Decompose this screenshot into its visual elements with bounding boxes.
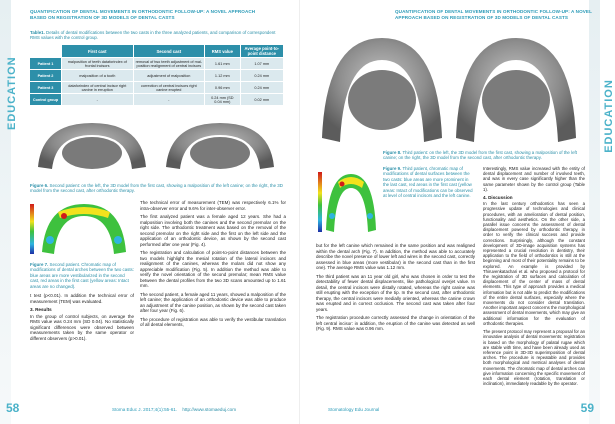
right-column-text [483,166,585,389]
table-cell: Patient 1 [30,58,61,69]
figure-6-text: Second patient: on the left, the 3D model from the first cast, showing a malposition of the left canine; on the right, the 3D model from the second cast, after orthodontic therapy. [30,183,283,194]
footer-citation-text: Stoma Educ J. 2017;4(1):55-61. [112,407,178,412]
paragraph: The procedure of registration was able to verify the vestibular translation of all dental elements, [140,316,286,327]
section-heading-results: 3. Results [30,307,52,312]
paragraph: The third patient was an 11 year old girl, who was chosen in order to test the detectability of fewer dental displacements, like pathological overjet value. In detail, the central incisors were distally rotated, whereas the right canine was still erupting with the exception of the tip. In the second cast, after orthodontic therapy, the central incisors were medially oriented, whereas the canine crown was erupted and in correct occlusion. The second cast was taken after four years. [316,273,475,312]
table-cell: Patient 2 [30,70,61,81]
table-cell: 1.12 mm [205,70,240,81]
table-caption-text: Details of dental modifications between the two casts in the three analyzed patients, and comparison of correspondent RMS values with the control group. [30,30,276,41]
figure-7-text: Second patient. Chromatic map of modifications of dental arches between the two casts: blue areas are more vestibularized in the second cast, red areas in the first cast (yellow areas: Intact areas are no changed). [30,262,134,289]
paragraph: t test (p<0.01). In addition the technical error of measurement (TEM) was evaluated. [30,293,134,304]
table-cell: removal of two teeth adjustment of mal-position realignment of central incisors [134,58,205,69]
paragraph: The technical error of measurement (TEM) was respectively 6.1% for intra-observer error and 9.6% for inter-observer error. [140,200,286,211]
table-header: Average point-to-point distance [241,45,283,57]
table-header: First cast [62,45,133,57]
results-table [29,44,284,106]
footer-journal: Stomatology Edu Journal [328,407,380,412]
table-cell: 0.96 mm [205,82,240,93]
table-row [30,70,283,81]
table-cell: 0.24 mm [241,82,283,93]
table-cell: 0.02 mm [241,94,283,105]
figure-8-label: Figure 8. [383,150,402,155]
section-heading-discussion: 4. Discussion [483,195,513,201]
page-number: 59 [580,401,594,415]
table-cell: - [134,94,205,105]
paragraph: In the last century orthodontics has seen a progressive update of technologies and clinical procedures, with an amelioration of dental position, functionality and aesthetics. On the other side, a parallel issue concerns the assessment of dental displacement powered by orthodontic therapy, in order to verify the clinical success and provide corrections. Surprisingly, although the constant development of 3D-image acquisition systems has represented a crucial revolution in dentistry, their application to the field of orthodontics is still at the beginning and most of their potentiality remains to be explored. An example is provided by Thiruvenkatachari et al. who proposed a protocol for the registration of 3D surfaces and calculation of displacement of the center of mass of dental elements. This type of approach provides a medical information but is not able to predict the modifications of the entire dental surfaces, especially where the movements do not consider dental translation. Another important aspect concerns the morphological assessment of dental movements, which may give an additional information for the evaluation of orthodontic therapies. [483,201,585,326]
table-cell: adjustment of malposition [134,70,205,81]
figure-8-caption [383,150,583,161]
color-scale-bar [318,172,322,232]
figure-7-chromatic-map [28,200,128,258]
table-cell: dataforindex of central incisor right canine in erruption [62,82,133,93]
table-cell: 0.24 mm [241,70,283,81]
table-row [30,94,283,105]
table-header: RMS value [205,45,240,57]
sidebar-label: EDUCATION [6,56,18,130]
paragraph: The present protocol may represent a proposal for an innovative analysis of dental movements: registration is based on the morphology of palatal rugae which are stable with time, and have been already used as reference point in 3D-3D superimposition of dental arches. The procedure is repeatable and provides both morphological and metrical analyses of dental movements. The chromatic map of dental arches can give information concerning the specific movement of each dental element (rotation, translation or inclination), immediately readable by the operator. [483,329,585,387]
right-page [300,0,615,424]
figure-8-text: Third patient: on the left, the 3D model from the first cast, showing a malposition of the left canine; on the right, the 3D model from the second cast, after orthodontic therapy. [383,150,577,161]
left-column-text [30,293,134,344]
right-sidebar [589,0,615,424]
table-cell: 0.24 mm (SD 0.04 mm) [205,94,240,105]
table-caption [30,30,280,41]
figure-6-models [28,117,284,179]
right-column-text [140,200,286,331]
table-cell: - [62,94,133,105]
paragraph: The registration and calculation of point-to-point distances between the two models highlight the mesial rotation of the lateral incisors and realignment of the canines, whereas the molars did not show any appreciable modification (Fig. 5). In addition the method was able to verify the novel orientation of the second premolar; mean RMS value between the dental profiles from the two 3D scans amounted up to 1.61 mm. [140,250,286,288]
running-head: QUANTIFICATION OF DENTAL MOVEMENTS IN ORTHODONTIC FOLLOW-UP: A NOVEL APPROACH BASED ON REGISTRATION OF 3D MODELS OF DENTAL CASTS [395,9,592,20]
figure-8-models [316,30,584,148]
figure-6-caption [30,183,285,194]
paragraph: The registration procedure correctly assessed the change in orientation of the left central incisor: in addition, the eruption of the canine was detected as well (Fig. 9). RMS value was 0.96 mm. [316,315,475,331]
table-cell: malposition of teeth dataforindex of frontal incisors [62,58,133,69]
table-caption-label: Table1. [30,30,45,35]
table-cell: malposition of a tooth [62,70,133,81]
paragraph: The second patient, a female aged 11 years, showed a malposition of the left canine; the application of an orthodontic device was able to produce an adjustment of the canine position, as shown by the second cast taken after four year (Fig. 6). [140,291,286,313]
page-number: 58 [6,401,20,415]
paragraph: In the group of control subjects, on average the RMS value was 0.24 mm (SD 0.04). No statistically significant differences were observed between measurements taken by the same operator or different observers (p>0.01). [30,313,134,341]
footer-url[interactable]: http://www.stomaeduj.com [182,407,237,412]
paragraph: but for the left canine which remained in the same position and was realigned within the dental arch (Fig. 7). In addition, the method was able to accurately describe the novel presence of lower left and wires in the second cast, correctly assessed in blue areas (more vestibular) in the second cast than in the first one). The average RMS value was 1.12 mm. [316,243,475,270]
figure-9-label: Figure 9. [383,166,402,171]
left-column-text [316,243,475,335]
table-row [30,58,283,69]
table-cell: Patient 3 [30,82,61,93]
figure-9-chromatic-map [316,166,378,238]
running-head: QUANTIFICATION OF DENTAL MOVEMENTS IN ORTHODONTIC FOLLOW-UP: A NOVEL APPROACH BASED ON REGISTRATION OF 3D MODELS OF DENTAL CASTS [30,9,256,20]
figure-9-text: Third patient, chromatic map of modifications of dental surfaces between the two casts: blue areas are more prominent in the last cast, red areas in the first cast (yellow areas: Intact of modifications can be observed at level of central incisors and the left canine. [383,166,473,199]
table-header: Second cast [134,45,205,57]
table-cell: correction of central incisors right canine erupted [134,82,205,93]
figure-6-label: Figure 6. [30,183,49,188]
color-scale-bar [30,204,34,254]
table-cell: Control group [30,94,61,105]
footer-citation [112,407,236,412]
paragraph: Interestingly, RMS value increased with the entity of dental displacement and number of involved teeth, and was in every case significantly higher than the same parameter shown by the control group (Table 1). [483,166,585,192]
table-cell: 1.61 mm [205,58,240,69]
figure-7-caption [30,262,134,289]
table-cell: 1.07 mm [241,58,283,69]
left-page [0,0,300,424]
middle-column [383,166,475,198]
paragraph: The first analyzed patient was a female aged 12 years. She had a malposition involving both the canines and the second premolar on the right side. The orthodontic treatment was based on the removal of the second premolar on the right side and the first on the left side and the application of an orthodontic device, as shown by the second cast performed after one year (Fig. 4). [140,214,286,247]
table-header-empty [30,45,61,57]
figure-9-caption [383,166,475,198]
figure-7-label: Figure 7. [30,262,49,267]
table-row [30,82,283,93]
sidebar-label: EDUCATION [603,79,615,153]
